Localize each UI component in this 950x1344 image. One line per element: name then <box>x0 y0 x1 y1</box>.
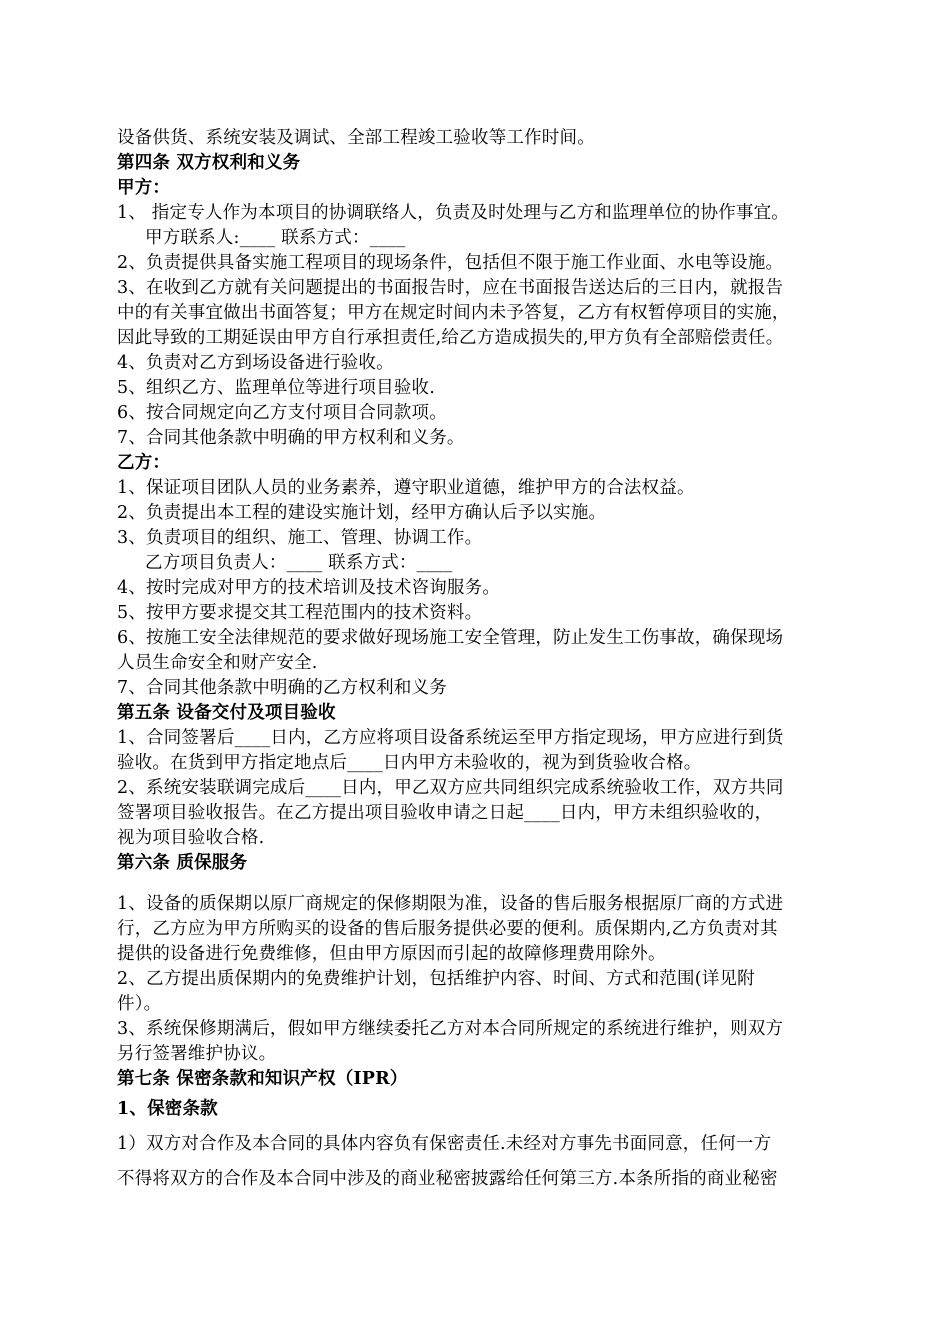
text-line: 签署项目验收报告。在乙方提出项目验收申请之日起____日内，甲方未组织验收的， <box>117 803 773 823</box>
text-line: 7、合同其他条款中明确的甲方权利和义务。 <box>117 428 465 448</box>
text-line: 人员生命安全和财产安全. <box>117 653 318 673</box>
text-line: 提供的设备进行免费维修，但由甲方原因而引起的故障修理费用除外。 <box>117 944 666 964</box>
text-line: 因此导致的工期延误由甲方自行承担责任,给乙方造成损失的,甲方负有全部赔偿责任。 <box>117 328 784 348</box>
text-line: 1、设备的质保期以原厂商规定的保修期限为准，设备的售后服务根据原厂商的方式进 <box>117 894 784 914</box>
text-line: 1、 指定专人作为本项目的协调联络人，负责及时处理与乙方和监理单位的协作事宜。 <box>117 203 789 223</box>
text-line: 7、合同其他条款中明确的乙方权利和义务 <box>117 678 447 698</box>
contact-line: 甲方联系人:____ 联系方式：____ <box>145 228 406 248</box>
contact-line: 乙方项目负责人：____ 联系方式：____ <box>145 553 453 573</box>
text-line: 视为项目验收合格. <box>117 828 265 848</box>
text-line: 中的有关事宜做出书面答复；甲方在规定时间内未予答复，乙方有权暂停项目的实施， <box>117 303 790 323</box>
text-line: 件）。 <box>117 994 162 1014</box>
text-line: 3、系统保修期满后，假如甲方继续委托乙方对本合同所规定的系统进行维护，则双方 <box>117 1019 784 1039</box>
text-line: 设备供货、系统安装及调试、全部工程竣工验收等工作时间。 <box>117 128 595 148</box>
text-line: 行，乙方应为甲方所购买的设备的售后服务提供必要的便利。质保期内,乙方负责对其 <box>117 919 778 939</box>
text-line: 3、在收到乙方就有关问题提出的书面报告时，应在书面报告送达后的三日内，就报告 <box>117 278 784 298</box>
text-line: 5、按甲方要求提交其工程范围内的技术资料。 <box>117 603 483 623</box>
section-heading: 第七条 保密条款和知识产权（IPR） <box>117 1069 408 1089</box>
party-heading: 甲方： <box>117 178 171 198</box>
section-heading: 第四条 双方权利和义务 <box>117 153 301 173</box>
text-line: 4、按时完成对甲方的技术培训及技术咨询服务。 <box>117 578 501 598</box>
text-line: 2、负责提供具备实施工程项目的现场条件，包括但不限于施工作业面、水电等设施。 <box>117 253 784 273</box>
text-line: 5、组织乙方、监理单位等进行项目验收. <box>117 378 435 398</box>
text-line: 2、负责提出本工程的建设实施计划，经甲方确认后予以实施。 <box>117 503 607 523</box>
text-line: 3、负责项目的组织、施工、管理、协调工作。 <box>117 528 483 548</box>
text-line: 2、系统安装联调完成后____日内，甲乙双方应共同组织完成系统验收工作，双方共同 <box>117 778 784 798</box>
text-line: 不得将双方的合作及本合同中涉及的商业秘密披露给任何第三方.本条所指的商业秘密 <box>117 1169 778 1189</box>
section-heading: 第六条 质保服务 <box>117 853 248 873</box>
text-line: 1、合同签署后____日内，乙方应将项目设备系统运至甲方指定现场，甲方应进行到货 <box>117 728 784 748</box>
text-line: 4、负责对乙方到场设备进行验收。 <box>117 353 394 373</box>
subsection-heading: 1、保密条款 <box>117 1099 218 1119</box>
text-line: 1）双方对合作及本合同的具体内容负有保密责任.未经对方事先书面同意，任何一方 <box>117 1134 772 1154</box>
text-line: 6、按施工安全法律规范的要求做好现场施工安全管理，防止发生工伤事故，确保现场 <box>117 628 784 648</box>
section-heading: 第五条 设备交付及项目验收 <box>117 703 336 723</box>
party-heading: 乙方： <box>117 453 171 473</box>
text-line: 2、乙方提出质保期内的免费维护计划，包括维护内容、时间、方式和范围(详见附 <box>117 969 755 989</box>
text-line: 6、按合同规定向乙方支付项目合同款项。 <box>117 403 447 423</box>
text-line: 另行签署维护协议。 <box>117 1044 277 1064</box>
text-line: 验收。在货到甲方指定地点后____日内甲方未验收的，视为到货验收合格。 <box>117 753 702 773</box>
text-line: 1、保证项目团队人员的业务素养，遵守职业道德，维护甲方的合法权益。 <box>117 478 695 498</box>
